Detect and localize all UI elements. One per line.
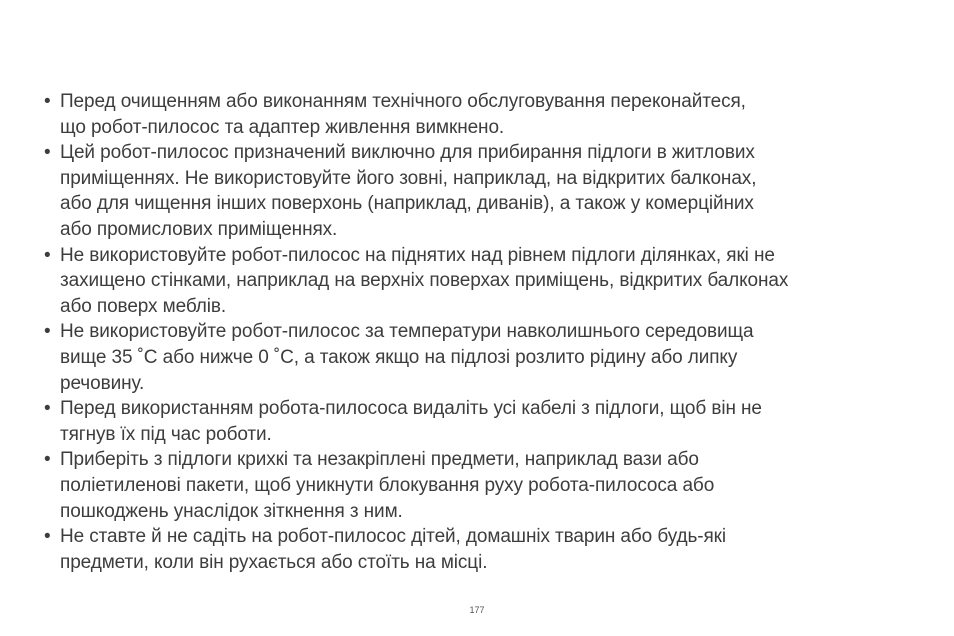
- list-item-line: що робот-пилосос та адаптер живлення вимкнено.: [60, 116, 505, 138]
- list-item: [44, 243, 914, 320]
- list-item: [44, 140, 914, 242]
- list-item: [44, 447, 914, 524]
- list-item-line: поліетиленові пакети, щоб уникнути блокування руху робота-пилососа або: [60, 474, 715, 496]
- bullet-icon: •: [44, 142, 51, 164]
- list-item: [44, 396, 914, 447]
- bullet-icon: •: [44, 449, 51, 471]
- list-item-line: речовину.: [60, 372, 145, 394]
- list-item-line: Не ставте й не садіть на робот-пилосос дітей, домашніх тварин або будь-які: [60, 526, 726, 548]
- list-item-line: приміщеннях. Не використовуйте його зовні, наприклад, на відкритих балконах,: [60, 167, 757, 189]
- bullet-icon: •: [44, 398, 51, 420]
- list-item-line: тягнув їх під час роботи.: [60, 423, 272, 445]
- bullet-icon: •: [44, 321, 51, 343]
- list-item-line: предмети, коли він рухається або стоїть на місці.: [60, 551, 488, 573]
- list-item-line: Перед використанням робота-пилососа видаліть усі кабелі з підлоги, щоб він не: [60, 398, 762, 420]
- bullet-icon: •: [44, 91, 51, 112]
- list-item-line: вище 35 ˚C або нижче 0 ˚C, а також якщо на підлозі розлито рідину або липку: [60, 346, 738, 368]
- page-number: 177: [469, 605, 485, 615]
- bullet-icon: •: [44, 526, 51, 548]
- list-item-line: захищено стінками, наприклад на верхніх поверхах приміщень, відкритих балконах: [60, 270, 789, 292]
- list-item: [44, 319, 914, 396]
- list-item-line: або поверх меблів.: [60, 295, 227, 317]
- list-item-line: Приберіть з підлоги крихкі та незакріплені предмети, наприклад вази або: [60, 449, 699, 471]
- list-item-line: Не використовуйте робот-пилосос на піднятих над рівнем підлоги ділянках, які не: [60, 244, 775, 266]
- list-item-line: Перед очищенням або виконанням технічного обслуговування переконайтеся,: [60, 91, 746, 112]
- list-item-line: пошкоджень унаслідок зіткнення з ним.: [60, 500, 403, 522]
- bullet-icon: •: [44, 244, 51, 266]
- bullet-list: [44, 89, 914, 575]
- list-item-line: або для чищення інших поверхонь (наприклад, диванів), а також у комерційних: [60, 193, 754, 215]
- list-item-line: Не використовуйте робот-пилосос за температури навколишнього середовища: [60, 321, 754, 343]
- list-item: [44, 89, 914, 140]
- list-item-line: Цей робот-пилосос призначений виключно для прибирання підлоги в житлових: [60, 142, 755, 164]
- list-item-line: або промислових приміщеннях.: [60, 218, 338, 240]
- safety-instructions: [44, 89, 914, 575]
- list-item: [44, 524, 914, 575]
